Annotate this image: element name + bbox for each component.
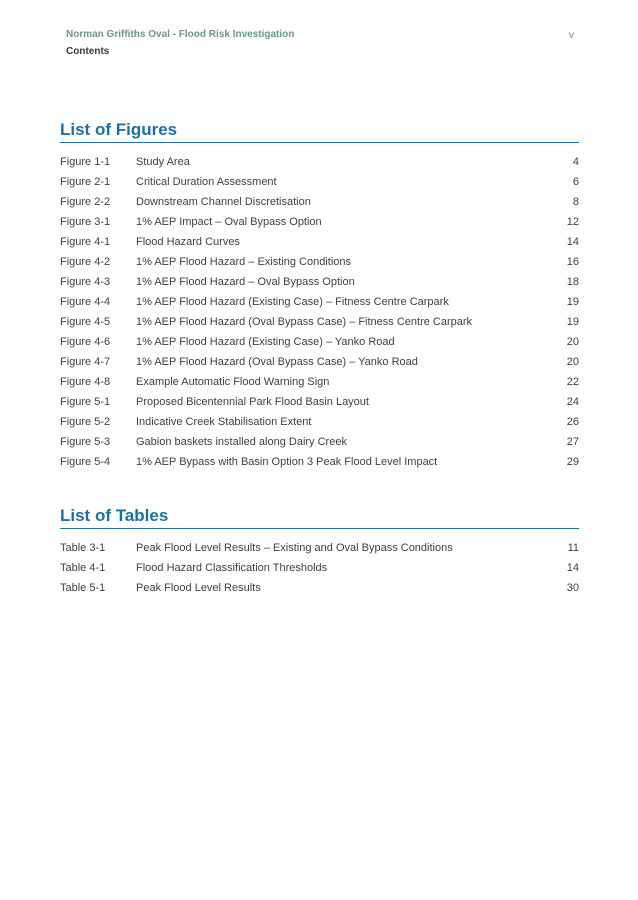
figure-entry[interactable] [60, 432, 579, 452]
entry-number: Figure 4-8 [60, 376, 111, 388]
entry-title: Peak Flood Level Results [136, 582, 261, 594]
entry-title: 1% AEP Flood Hazard – Existing Conditions [136, 256, 352, 268]
entry-number: Figure 4-3 [60, 276, 111, 288]
figure-entry[interactable] [60, 392, 579, 412]
figure-entry[interactable] [60, 272, 579, 292]
page-number: v [569, 30, 574, 41]
table-entry[interactable] [60, 538, 579, 558]
entry-title: Proposed Bicentennial Park Flood Basin Layout [136, 396, 369, 408]
entry-page: 30 [566, 582, 579, 594]
entry-title: Indicative Creek Stabilisation Extent [136, 416, 312, 428]
table-entries [60, 538, 579, 598]
figure-entry[interactable] [60, 152, 579, 172]
entry-title: Downstream Channel Discretisation [136, 196, 311, 208]
entry-page: 19 [566, 316, 579, 328]
figure-entry[interactable] [60, 352, 579, 372]
entry-page: 8 [572, 196, 579, 208]
entry-page: 18 [566, 276, 579, 288]
table-entry[interactable] [60, 558, 579, 578]
entry-title: Example Automatic Flood Warning Sign [136, 376, 330, 388]
list-of-figures-heading: List of Figures [60, 120, 579, 143]
entry-page: 29 [566, 456, 579, 468]
list-of-figures [60, 120, 579, 472]
figure-entry[interactable] [60, 252, 579, 272]
entry-page: 14 [566, 236, 579, 248]
entry-page: 27 [566, 436, 579, 448]
entry-number: Table 5-1 [60, 582, 106, 594]
entry-number: Figure 4-2 [60, 256, 111, 268]
entry-number: Figure 5-4 [60, 456, 111, 468]
entry-title: 1% AEP Bypass with Basin Option 3 Peak Flood Level Impact [136, 456, 438, 468]
entry-title: Flood Hazard Curves [136, 236, 240, 248]
list-of-tables-heading: List of Tables [60, 506, 579, 529]
list-of-tables [60, 506, 579, 598]
entry-page: 20 [566, 356, 579, 368]
entry-number: Figure 4-5 [60, 316, 111, 328]
entry-number: Figure 4-4 [60, 296, 111, 308]
document-title: Norman Griffiths Oval - Flood Risk Investigation [66, 29, 295, 40]
entry-title: Flood Hazard Classification Thresholds [136, 562, 328, 574]
entry-number: Figure 2-2 [60, 196, 111, 208]
table-entry[interactable] [60, 578, 579, 598]
page-header [66, 29, 572, 58]
entry-number: Table 4-1 [60, 562, 106, 574]
entry-title: 1% AEP Flood Hazard (Oval Bypass Case) – Fitness Centre Carpark [136, 316, 473, 328]
entry-number: Table 3-1 [60, 542, 106, 554]
entry-title: 1% AEP Flood Hazard – Oval Bypass Option [136, 276, 355, 288]
entry-page: 20 [566, 336, 579, 348]
figure-entry[interactable] [60, 332, 579, 352]
entry-number: Figure 4-6 [60, 336, 111, 348]
entry-number: Figure 4-7 [60, 356, 111, 368]
figure-entry[interactable] [60, 192, 579, 212]
figure-entry[interactable] [60, 232, 579, 252]
entry-title: Peak Flood Level Results – Existing and Oval Bypass Conditions [136, 542, 453, 554]
section-name: Contents [66, 46, 110, 57]
entry-title: 1% AEP Flood Hazard (Existing Case) – Yanko Road [136, 336, 395, 348]
entry-page: 24 [566, 396, 579, 408]
entry-title: Study Area [136, 156, 190, 168]
entry-page: 19 [566, 296, 579, 308]
entry-number: Figure 3-1 [60, 216, 111, 228]
entry-page: 11 [567, 542, 579, 554]
entry-title: Gabion baskets installed along Dairy Creek [136, 436, 347, 448]
figure-entry[interactable] [60, 312, 579, 332]
entry-number: Figure 1-1 [60, 156, 111, 168]
figure-entry[interactable] [60, 212, 579, 232]
figure-entry[interactable] [60, 412, 579, 432]
entry-number: Figure 5-2 [60, 416, 111, 428]
entry-page: 16 [566, 256, 579, 268]
entry-page: 26 [566, 416, 579, 428]
entry-page: 22 [566, 376, 579, 388]
entry-title: 1% AEP Flood Hazard (Existing Case) – Fitness Centre Carpark [136, 296, 449, 308]
entry-title: 1% AEP Impact – Oval Bypass Option [136, 216, 322, 228]
entry-number: Figure 5-1 [60, 396, 111, 408]
entry-number: Figure 2-1 [60, 176, 111, 188]
entry-page: 6 [572, 176, 579, 188]
figure-entries [60, 152, 579, 472]
figure-entry[interactable] [60, 292, 579, 312]
entry-page: 4 [572, 156, 579, 168]
entry-page: 14 [566, 562, 579, 574]
entry-title: 1% AEP Flood Hazard (Oval Bypass Case) – Yanko Road [136, 356, 418, 368]
figure-entry[interactable] [60, 172, 579, 192]
entry-number: Figure 4-1 [60, 236, 111, 248]
entry-title: Critical Duration Assessment [136, 176, 277, 188]
entry-page: 12 [566, 216, 579, 228]
figure-entry[interactable] [60, 372, 579, 392]
entry-number: Figure 5-3 [60, 436, 111, 448]
figure-entry[interactable] [60, 452, 579, 472]
